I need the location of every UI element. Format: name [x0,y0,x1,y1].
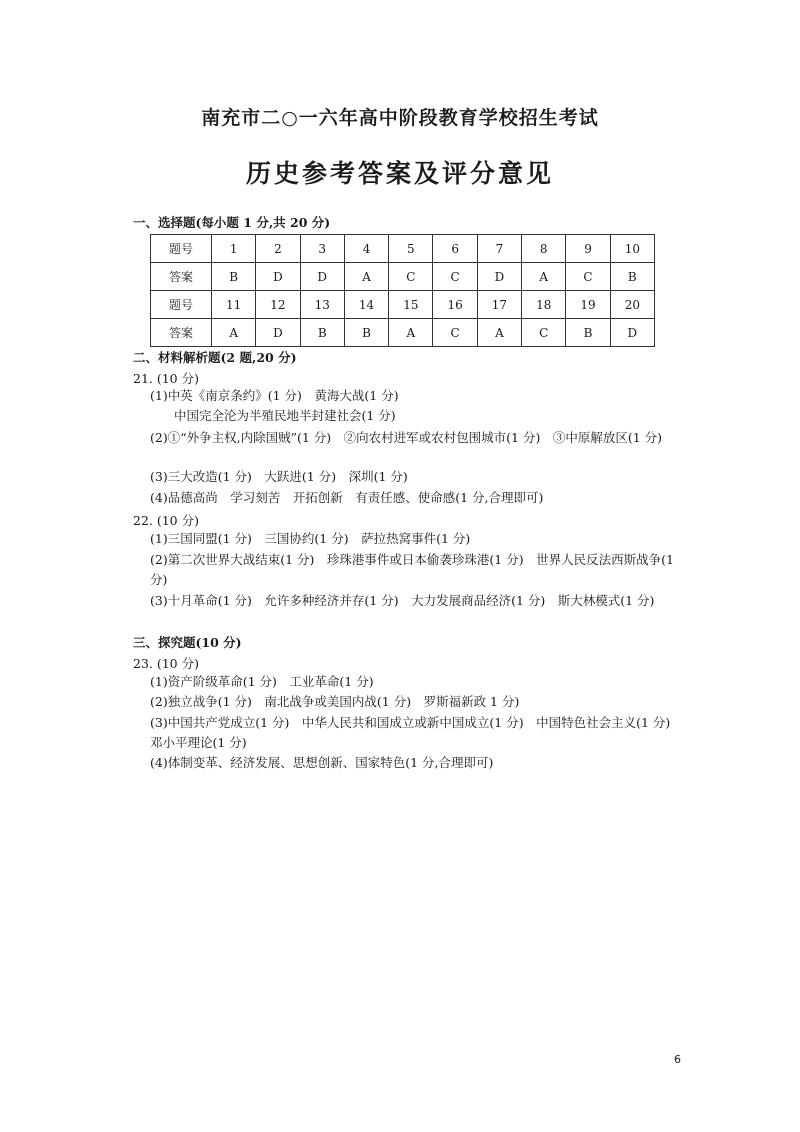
answer-cell: A [212,319,256,347]
q21-answer-1-cont: 中国完全沦为半殖民地半封建社会(1 分) [174,408,396,423]
exam-title: 南充市二○一六年高中阶段教育学校招生考试 [201,107,599,129]
answer-cell: 15 [389,291,433,319]
answer-cell: 12 [256,291,300,319]
answer-cell: 10 [610,235,654,263]
answer-table-row [151,319,655,347]
answer-cell: D [610,319,654,347]
answer-cell: C [389,263,433,291]
q23-answer-4: (4)体制变革、经济发展、思想创新、国家特色(1 分,合理即可) [150,755,494,770]
answer-cell: 14 [344,291,388,319]
row-header-cell: 题号 [151,235,212,263]
answer-cell: D [300,263,344,291]
answer-cell: 18 [522,291,566,319]
answer-cell: 2 [256,235,300,263]
answer-cell: A [522,263,566,291]
answer-cell: B [566,319,610,347]
q22-answer-2: (2)第二次世界大战结束(1 分) 珍珠港事件或日本偷袭珍珠港(1 分) 世界人民反法西斯战争(1 分) [150,552,674,587]
answer-cell: A [389,319,433,347]
q21-answer-4: (4)品德高尚 学习刻苦 开拓创新 有责任感、使命感(1 分,合理即可) [150,490,544,505]
answer-cell: 5 [389,235,433,263]
answer-cell: 20 [610,291,654,319]
answer-cell: 8 [522,235,566,263]
answer-cell: D [477,263,521,291]
q23-answer-3: (3)中国共产党成立(1 分) 中华人民共和国成立或新中国成立(1 分) 中国特色社会主义(1 分) 邓小平理论(1 分) [150,715,683,750]
answer-cell: A [344,263,388,291]
answer-cell: 3 [300,235,344,263]
answer-cell: B [212,263,256,291]
q22-number: 22. (10 分) [133,513,199,528]
answer-table-row [151,263,655,291]
answer-cell: 6 [433,235,477,263]
row-header-cell: 答案 [151,319,212,347]
section3-heading: 三、探究题(10 分) [133,635,242,650]
q23-number: 23. (10 分) [133,656,199,671]
answer-cell: C [433,263,477,291]
answer-cell: B [300,319,344,347]
q21-number: 21. (10 分) [133,371,199,386]
answer-cell: C [433,319,477,347]
answer-cell: A [477,319,521,347]
answer-cell: D [256,319,300,347]
answer-cell: D [256,263,300,291]
answer-cell: B [610,263,654,291]
section1-heading: 一、选择题(每小题 1 分,共 20 分) [133,215,331,230]
answer-cell: 11 [212,291,256,319]
answer-cell: 16 [433,291,477,319]
row-header-cell: 题号 [151,291,212,319]
answer-cell: B [344,319,388,347]
q21-answer-3: (3)三大改造(1 分) 大跃进(1 分) 深圳(1 分) [150,469,408,484]
section2-heading: 二、材料解析题(2 题,20 分) [133,350,297,365]
row-header-cell: 答案 [151,263,212,291]
answer-cell: 1 [212,235,256,263]
answer-cell: C [566,263,610,291]
answer-cell: 19 [566,291,610,319]
page-number: 6 [674,1053,681,1066]
answer-table [150,234,655,347]
q22-answer-1: (1)三国同盟(1 分) 三国协约(1 分) 萨拉热窝事件(1 分) [150,531,471,546]
answer-table-row [151,235,655,263]
answer-cell: 17 [477,291,521,319]
answer-key-title: 历史参考答案及评分意见 [245,159,554,188]
answer-cell: 7 [477,235,521,263]
q23-answer-2: (2)独立战争(1 分) 南北战争或美国内战(1 分) 罗斯福新政 1 分) [150,694,520,709]
answer-cell: 4 [344,235,388,263]
q23-answer-1: (1)资产阶级革命(1 分) 工业革命(1 分) [150,674,374,689]
q21-answer-1: (1)中英《南京条约》(1 分) 黄海大战(1 分) [150,388,399,403]
q21-answer-2: (2)①“外争主权,内除国贼”(1 分) ②向农村进军或农村包围城市(1 分) ③中原解放区(1 分) [150,430,663,445]
answer-table-row [151,291,655,319]
q22-answer-3: (3)十月革命(1 分) 允许多种经济并存(1 分) 大力发展商品经济(1 分) 斯大林模式(1 分) [150,593,655,608]
answer-cell: 9 [566,235,610,263]
answer-cell: C [522,319,566,347]
answer-cell: 13 [300,291,344,319]
